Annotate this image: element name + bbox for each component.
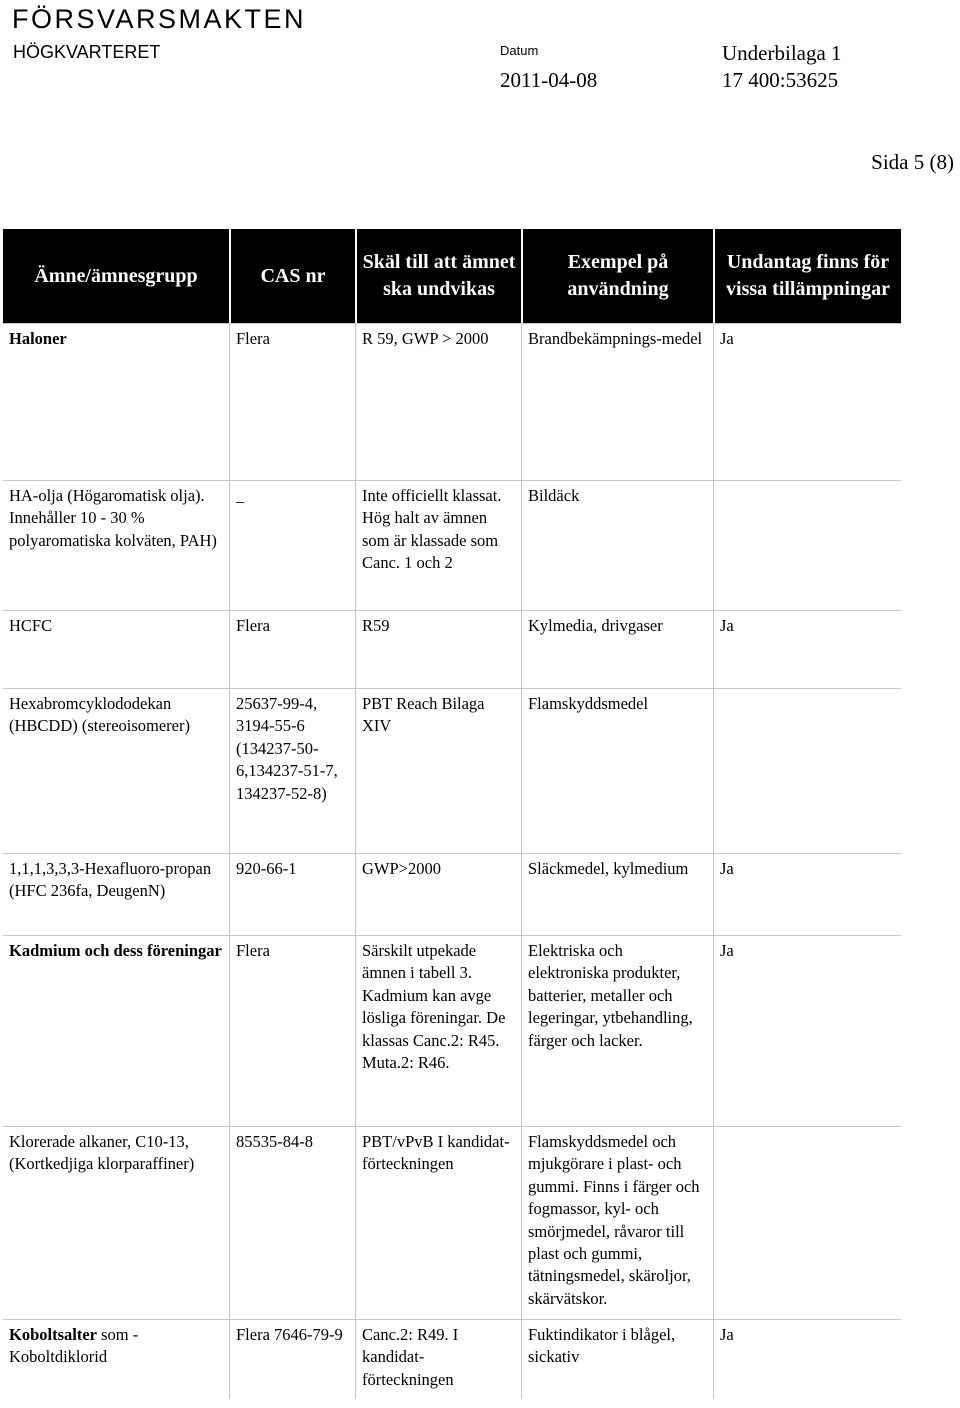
table-row xyxy=(3,480,901,610)
table-header-row xyxy=(3,229,901,323)
date-label: Datum xyxy=(500,43,539,58)
header-reason: Skäl till att ämnet ska undvikas xyxy=(355,229,521,323)
substance-name: Koboltsalter xyxy=(9,1325,97,1344)
use-cell: Bildäck xyxy=(521,480,713,610)
cas-cell: Flera xyxy=(229,610,355,688)
substance-cell: HA-olja (Högaromatisk olja). Innehåller 10 - 30 % polyaromatiska kolväten, PAH) xyxy=(3,480,229,610)
table-row xyxy=(3,935,901,1126)
table-row xyxy=(3,1126,901,1319)
exception-cell xyxy=(713,1126,901,1319)
reason-cell: R 59, GWP > 2000 xyxy=(355,323,521,480)
table-row xyxy=(3,610,901,688)
reason-cell: R59 xyxy=(355,610,521,688)
substance-table xyxy=(3,229,901,1399)
page-number: Sida 5 (8) xyxy=(871,150,954,174)
cas-cell: 85535-84-8 xyxy=(229,1126,355,1319)
cas-cell: Flera xyxy=(229,935,355,1126)
annex-label: Underbilaga 1 xyxy=(722,41,842,65)
reference-number: 17 400:53625 xyxy=(722,68,839,92)
reason-cell: Inte officiellt klassat. Hög halt av ämnen som är klassade som Canc. 1 och 2 xyxy=(355,480,521,610)
exception-cell: Ja xyxy=(713,1319,901,1399)
cas-cell: _ xyxy=(229,480,355,610)
cas-cell: Flera xyxy=(229,323,355,480)
document-date: 2011-04-08 xyxy=(500,68,598,92)
use-cell: Kylmedia, drivgaser xyxy=(521,610,713,688)
cas-cell: Flera 7646-79-9 xyxy=(229,1319,355,1399)
substance-cell: Klorerade alkaner, C10-13, (Kortkedjiga klorparaffiner) xyxy=(3,1126,229,1319)
use-cell: Fuktindikator i blågel, sickativ xyxy=(521,1319,713,1399)
table-row xyxy=(3,853,901,935)
substance-cell: Kadmium och dess föreningar xyxy=(3,935,229,1126)
reason-cell: PBT Reach Bilaga XIV xyxy=(355,688,521,853)
exception-cell: Ja xyxy=(713,935,901,1126)
reason-cell: Canc.2: R49. I kandidat-förteckningen xyxy=(355,1319,521,1399)
exception-cell xyxy=(713,480,901,610)
exception-cell: Ja xyxy=(713,610,901,688)
header-use: Exempel på användning xyxy=(521,229,713,323)
exception-cell: Ja xyxy=(713,323,901,480)
cas-cell: 920-66-1 xyxy=(229,853,355,935)
header-exception: Undantag finns för vissa tillämpningar xyxy=(713,229,901,323)
substance-cell: 1,1,1,3,3,3-Hexafluoro-propan (HFC 236fa, DeugenN) xyxy=(3,853,229,935)
table-row xyxy=(3,323,901,480)
table-row xyxy=(3,688,901,853)
reason-cell: Särskilt utpekade ämnen i tabell 3. Kadmium kan avge lösliga föreningar. De klassas Canc.2: R45. Muta.2: R46. xyxy=(355,935,521,1126)
substance-cell: Haloner xyxy=(3,323,229,480)
exception-cell: Ja xyxy=(713,853,901,935)
substance-suffix: som - Koboltdiklorid xyxy=(9,1325,139,1367)
headquarters-label: HÖGKVARTERET xyxy=(13,42,161,62)
header-cas: CAS nr xyxy=(229,229,355,323)
organization-name: FÖRSVARSMAKTEN xyxy=(12,4,307,34)
exception-cell xyxy=(713,688,901,853)
cas-cell: 25637-99-4, 3194-55-6 (134237-50-6,134237-51-7, 134237-52-8) xyxy=(229,688,355,853)
table-row xyxy=(3,1319,901,1399)
use-cell: Släckmedel, kylmedium xyxy=(521,853,713,935)
header-substance: Ämne/ämnesgrupp xyxy=(3,229,229,323)
use-cell: Flamskyddsmedel och mjukgörare i plast- och gummi. Finns i färger och fogmassor, kyl- och smörjmedel, råvaror till plast och gummi, tätningsmedel, skäroljor, skärvätskor. xyxy=(521,1126,713,1319)
substance-cell: Hexabromcyklododekan (HBCDD) (stereoisomerer) xyxy=(3,688,229,853)
substance-cell: HCFC xyxy=(3,610,229,688)
use-cell: Flamskyddsmedel xyxy=(521,688,713,853)
use-cell: Brandbekämpnings-medel xyxy=(521,323,713,480)
use-cell: Elektriska och elektroniska produkter, batterier, metaller och legeringar, ytbehandling, färger och lacker. xyxy=(521,935,713,1126)
substance-cell xyxy=(3,1319,229,1399)
reason-cell: GWP>2000 xyxy=(355,853,521,935)
reason-cell: PBT/vPvB I kandidat-förteckningen xyxy=(355,1126,521,1319)
